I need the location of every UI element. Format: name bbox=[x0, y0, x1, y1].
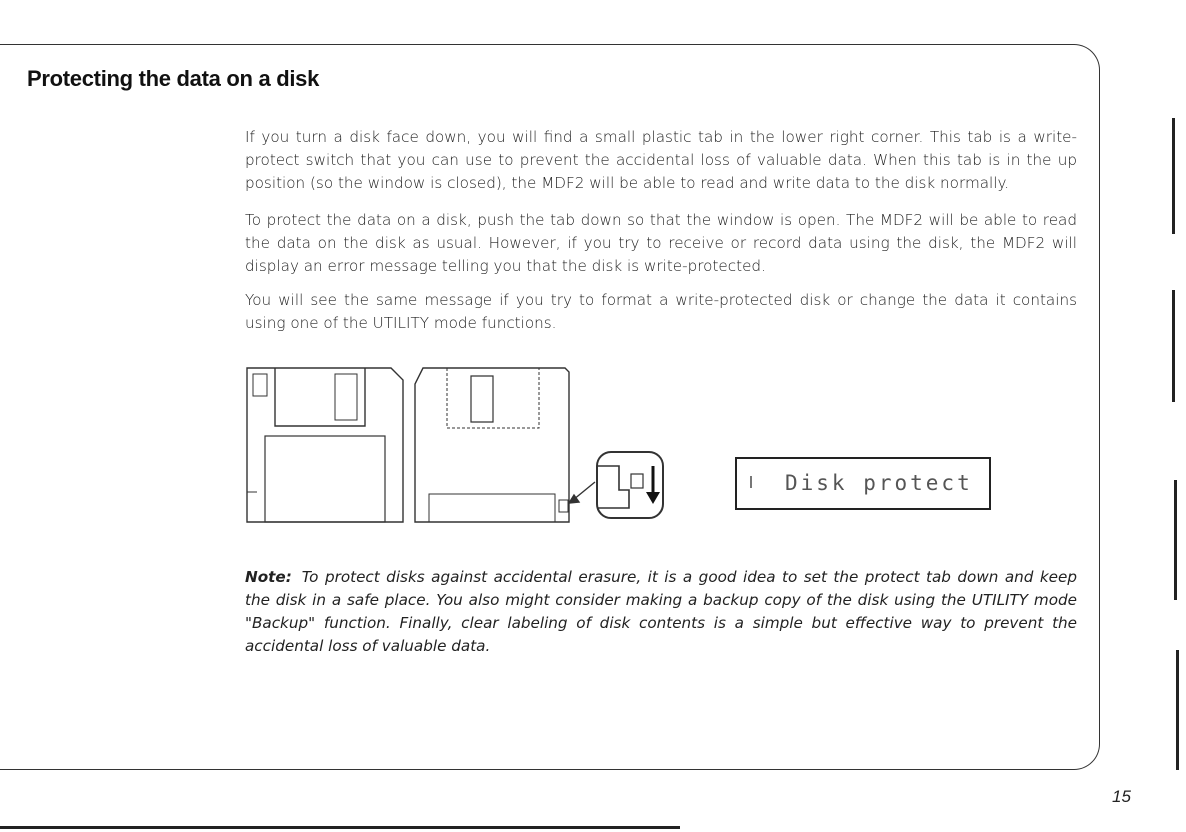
lcd-cursor bbox=[750, 476, 752, 488]
note-label: Note: bbox=[245, 568, 292, 586]
paragraph-write-protect-tab: If you turn a disk face down, you will find a small plastic tab in the lower right corner. This tab is a write-protect switch that you can use to prevent the accidental loss of valuable data. When this tab is in the up position (so the window is closed), the MDF2 will be able to read and write data to the disk normally. bbox=[245, 128, 1077, 192]
lcd-message: Disk protect bbox=[785, 471, 973, 495]
lcd-display bbox=[735, 457, 991, 510]
disk-illustration bbox=[243, 362, 683, 532]
paragraph-protect-data: To protect the data on a disk, push the tab down so that the window is open. The MDF2 will be able to read the data on the disk as usual. However, if you try to receive or record data using the disk, the MDF2 will display an error message telling you that the disk is write-protected. bbox=[245, 211, 1077, 275]
bottom-rule bbox=[0, 826, 680, 829]
binding-mark bbox=[1172, 118, 1175, 234]
floppy-disk-front-icon bbox=[243, 362, 683, 527]
note-block bbox=[245, 566, 1077, 658]
binding-mark bbox=[1172, 290, 1175, 402]
page-number: 15 bbox=[1112, 787, 1131, 806]
page-title: Protecting the data on a disk bbox=[27, 66, 320, 91]
note-text: To protect disks against accidental erasure, it is a good idea to set the protect tab down and keep the disk in a safe place. You also might consider making a backup copy of the disk using the UTILITY mode "Backup" function. Finally, clear labeling of disk contents is a simple but effective way to prevent the accidental loss of valuable data. bbox=[245, 568, 1077, 655]
binding-mark bbox=[1176, 650, 1179, 770]
down-arrow-icon bbox=[646, 466, 660, 504]
paragraph-utility-mode: You will see the same message if you try to format a write-protected disk or change the data it contains using one of the UTILITY mode functions. bbox=[245, 291, 1077, 332]
binding-mark bbox=[1174, 480, 1177, 600]
